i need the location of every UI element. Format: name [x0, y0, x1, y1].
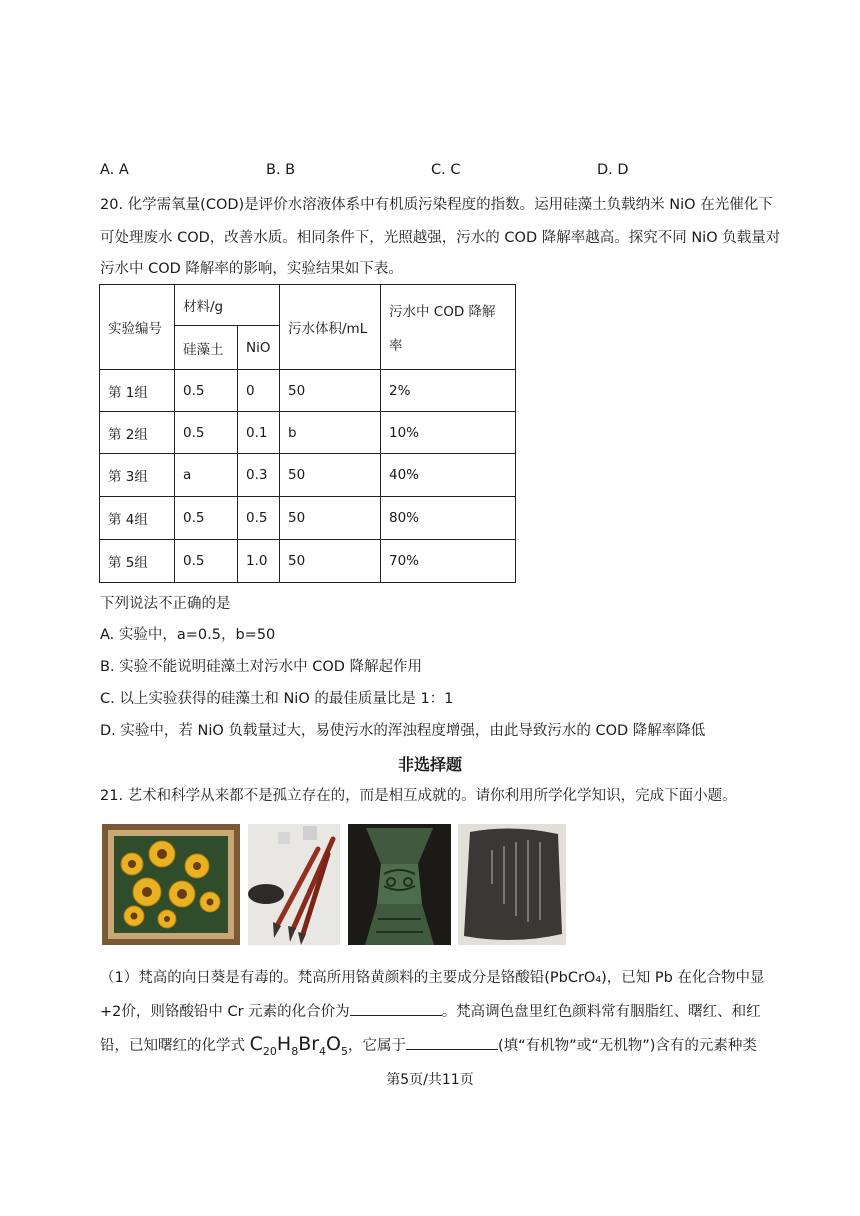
table-row: [100, 540, 516, 583]
option-d: D. D: [597, 162, 629, 178]
q21-part1-line3-a: 铅，已知曙红的化学式: [100, 1038, 250, 1054]
header-cod-rate-line2: 率: [389, 338, 403, 354]
cell-nio: 0.3: [238, 454, 280, 497]
q21-intro: 21. 艺术和科学从来都不是孤立存在的，而是相互成就的。请你利用所学化学知识，完成下面小题。: [100, 788, 737, 804]
cell-volume: b: [280, 412, 381, 454]
header-cod-rate: [381, 285, 516, 370]
cell-diatomite: 0.5: [175, 540, 238, 583]
cell-id: 第 5组: [100, 540, 175, 583]
header-experiment-id: 实验编号: [100, 285, 175, 370]
table-row: [100, 412, 516, 454]
q20-stem: 下列说法不正确的是: [100, 596, 231, 612]
cell-diatomite: 0.5: [175, 497, 238, 540]
header-material: 材料/g: [175, 285, 280, 326]
cell-volume: 50: [280, 370, 381, 412]
sunflower-painting-image: [102, 824, 240, 945]
experiment-table: [99, 284, 516, 583]
bronze-vessel-image: [348, 824, 451, 945]
header-volume: 污水体积/mL: [280, 285, 381, 370]
page-footer: 第5页/共11页: [386, 1072, 474, 1088]
q20-line-3: 污水中 COD 降解率的影响，实验结果如下表。: [100, 261, 403, 277]
cell-nio: 0: [238, 370, 280, 412]
option-a: A. A: [100, 162, 129, 178]
inkstone-with-inscription-image: [458, 824, 566, 945]
cell-id: 第 1组: [100, 370, 175, 412]
cell-diatomite: 0.5: [175, 412, 238, 454]
answer-blank-classification[interactable]: [406, 1035, 498, 1050]
table-row: [100, 370, 516, 412]
cell-rate: 40%: [381, 454, 516, 497]
cell-volume: 50: [280, 454, 381, 497]
cell-volume: 50: [280, 497, 381, 540]
q21-part1-line1: （1）梵高的向日葵是有毒的。梵高所用铬黄颜料的主要成分是铬酸铅(PbCrO₄)，已知 Pb 在化合物中显: [100, 970, 765, 986]
q20-option-d: D. 实验中，若 NiO 负载量过大，易使污水的浑浊程度增强，由此导致污水的 COD 降解率降低: [100, 723, 706, 739]
q20-line-2: 可处理废水 COD，改善水质。相同条件下，光照越强，污水的 COD 降解率越高。探究不同 NiO 负载量对: [100, 230, 781, 246]
previous-question-options: [100, 162, 660, 182]
table-row: [100, 454, 516, 497]
cell-diatomite: a: [175, 454, 238, 497]
option-b: B. B: [266, 162, 296, 178]
q20-line-1: 20. 化学需氧量(COD)是评价水溶液体系中有机质污染程度的指数。运用硅藻土负载纳米 NiO 在光催化下: [100, 197, 773, 213]
calligraphy-brushes-image: [248, 824, 340, 945]
q21-part1-line3-b: ，它属于: [348, 1038, 407, 1054]
q21-part1-line3: [100, 1034, 757, 1062]
q20-option-a: A. 实验中，a=0.5，b=50: [100, 627, 276, 643]
header-cod-rate-line1: 污水中 COD 降解: [389, 304, 496, 320]
cell-volume: 50: [280, 540, 381, 583]
header-nio: NiO: [238, 326, 280, 370]
cell-rate: 70%: [381, 540, 516, 583]
cell-id: 第 4组: [100, 497, 175, 540]
q20-option-c: C. 以上实验获得的硅藻土和 NiO 的最佳质量比是 1：1: [100, 691, 454, 707]
table-row: [100, 497, 516, 540]
section-heading: 非选择题: [397, 755, 462, 774]
q21-part1-line2-b: 。梵高调色盘里红色颜料常有胭脂红、曙红、和红: [441, 1004, 761, 1020]
header-diatomite: 硅藻土: [175, 326, 238, 370]
cell-diatomite: 0.5: [175, 370, 238, 412]
answer-blank-valence[interactable]: [350, 1001, 442, 1016]
cell-rate: 10%: [381, 412, 516, 454]
cell-nio: 0.5: [238, 497, 280, 540]
q20-option-b: B. 实验不能说明硅藻土对污水中 COD 降解起作用: [100, 659, 423, 675]
cell-nio: 0.1: [238, 412, 280, 454]
cell-id: 第 3组: [100, 454, 175, 497]
eosin-formula: $C_{20}H_8Br_4O_5$: [249, 1033, 349, 1058]
cell-nio: 1.0: [238, 540, 280, 583]
cell-rate: 2%: [381, 370, 516, 412]
q21-part1-line3-c: (填“有机物”或“无机物”)含有的元素种类: [498, 1038, 757, 1054]
cell-rate: 80%: [381, 497, 516, 540]
q21-part1-line2: [100, 1001, 761, 1022]
option-c: C. C: [431, 162, 461, 178]
cell-id: 第 2组: [100, 412, 175, 454]
q21-part1-line2-a: +2价，则铬酸铅中 Cr 元素的化合价为: [100, 1004, 350, 1020]
